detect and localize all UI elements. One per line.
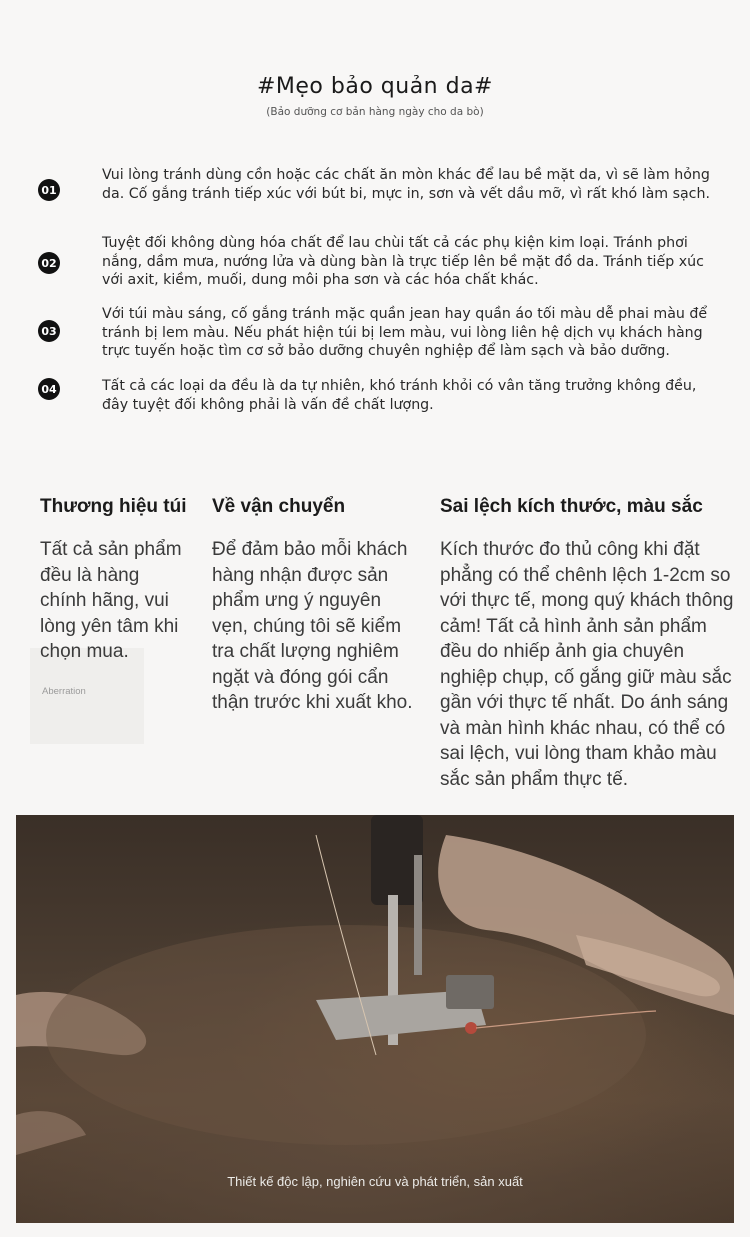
tip-text: Tuyệt đối không dùng hóa chất để lau chùi tất cả các phụ kiện kim loại. Tránh phơi nắng, dầm mưa, nướng lửa và dùng bàn là trực tiếp lên bề mặt đồ da. Tránh tiếp xúc với axit, kiềm, muối, dung môi pha sơn và các hóa chất khác. [102, 235, 704, 288]
shipping-body: Để đảm bảo mỗi khách hàng nhận được sản phẩm ưng ý nguyên vẹn, chúng tôi sẽ kiểm tra chất lượng nghiêm ngặt và đóng gói cẩn thận trước khi xuất kho. [212, 539, 413, 713]
brand-heading: Thương hiệu túi [40, 496, 187, 517]
presser-bar-shape [414, 855, 422, 975]
left-finger-shape [16, 1111, 86, 1155]
tip-text: Với túi màu sáng, cố gắng tránh mặc quần jean hay quần áo tối màu dễ phai màu để tránh bị lem màu. Nếu phát hiện túi bị lem màu, vui lòng liên hệ dịch vụ khách hàng trực tuyến hoặc tìm cơ sở bảo dưỡng chuyên nghiệp để làm sạch và bảo dưỡng. [102, 306, 708, 359]
tip-text: Vui lòng tránh dùng cồn hoặc các chất ăn mòn khác để lau bề mặt da, vì sẽ làm hỏng da. Cố gắng tránh tiếp xúc với bút bi, mực in, sơn và vết dầu mỡ, vì rất khó làm sạch. [102, 167, 710, 202]
tip-number-badge: 03 [38, 320, 60, 342]
brand-logo-text: Aberration [42, 686, 86, 697]
shipping-heading: Về vận chuyển [212, 496, 346, 517]
care-subtitle: (Bảo dưỡng cơ bản hàng ngày cho da bò) [266, 106, 484, 118]
tip-number-badge: 01 [38, 179, 60, 201]
deviation-body: Kích thước đo thủ công khi đặt phẳng có thể chênh lệch 1-2cm so với thực tế, mong quý khách thông cảm! Tất cả hình ảnh sản phẩm đều do nhiếp ảnh gia chuyên nghiệp chụp, cố gắng giữ màu sắc gần với thực tế nhất. Do ánh sáng và màn hình khác nhau, có thể có sai lệch, vui lòng tham khảo màu sắc sản phẩm thực tế. [440, 539, 734, 790]
info-section [0, 470, 750, 805]
care-tips-section [0, 0, 750, 450]
brand-body: Tất cả sản phẩm đều là hàng chính hãng, vui lòng yên tâm khi chọn mua. [40, 539, 182, 662]
foot-clamp-shape [446, 975, 494, 1009]
tip-number-badge: 04 [38, 378, 60, 400]
tip-number-badge: 02 [38, 252, 60, 274]
brand-column [40, 496, 190, 665]
shipping-column [212, 496, 417, 716]
care-title: #Mẹo bảo quản da# [256, 74, 493, 99]
deviation-heading: Sai lệch kích thước, màu sắc [440, 496, 703, 517]
deviation-column [440, 496, 735, 792]
photo-caption: Thiết kế độc lập, nghiên cứu và phát triển, sản xuất [227, 1174, 523, 1189]
red-screw-shape [465, 1022, 477, 1034]
tip-text: Tất cả các loại da đều là da tự nhiên, khó tránh khỏi có vân tăng trưởng không đều, đây tuyệt đối không phải là vấn đề chất lượng. [102, 378, 697, 413]
sewing-scene-illustration [16, 815, 734, 1223]
sewing-machine-photo [16, 815, 734, 1223]
